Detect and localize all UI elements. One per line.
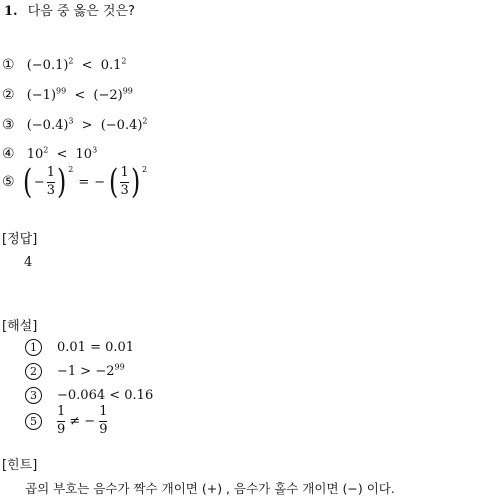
explanation-marker: 3 [25,387,42,404]
option-marker: ⑤ [2,174,15,190]
fraction: $\frac{1}{3}$ [120,165,129,198]
question-number: 1. [4,4,18,19]
option-expression: ( − $\frac{1}{3}$ ) $^2$ = − ( $\frac{1}{3}$ ) $^2$ [22,162,148,202]
option-4 [2,146,97,162]
answer-value: 4 [24,255,33,270]
option-expression: $(-0.1)^2 < 0.1^2$ [26,56,127,73]
explanation-label: [해설] [2,319,38,334]
right-paren: ) [57,162,67,202]
option-3 [2,117,148,133]
option-1 [2,57,126,73]
fraction: $\frac{1}{3}$ [46,165,56,198]
left-paren: ( [109,162,119,202]
option-marker: ④ [2,146,15,162]
option-expression: $(-0.4)^3 > (-0.4)^2$ [26,116,148,133]
option-marker: ① [2,57,15,73]
explanation-marker: 1 [25,339,42,356]
hint-label: [힌트] [2,458,38,473]
answer-label: [정답] [2,232,38,247]
explanation-marker: 2 [25,363,42,380]
fraction: $\frac{1}{9}$ [99,404,108,437]
fraction: $\frac{1}{9}$ [57,404,66,437]
option-marker: ③ [2,117,15,133]
explanation-marker: 5 [25,413,42,430]
option-marker: ② [2,87,15,103]
option-expression: $(-1)^{99} < (-2)^{99}$ [26,86,133,103]
question-line [4,0,135,19]
question-text: 다음 중 옳은 것은? [27,4,135,19]
hint-text: 곱의 부호는 음수가 짝수 개이면 (+) , 음수가 홀수 개이면 (−) 이다. [25,481,395,496]
right-paren: ) [130,162,141,202]
left-paren: ( [22,162,32,202]
explanation-item-2: 2 $-1 > -2^{99}$ [25,363,125,380]
explanation-item-3: 3 −0.064 < 0.16 [25,387,153,404]
explanation-item-1: 1 0.01 = 0.01 [25,339,134,356]
option-2 [2,87,133,103]
explanation-item-5: 5 $\frac{1}{9}$ ≠ − $\frac{1}{9}$ [25,403,107,439]
option-5 [2,162,148,202]
option-expression: $10^2 < 10^3$ [26,145,98,162]
